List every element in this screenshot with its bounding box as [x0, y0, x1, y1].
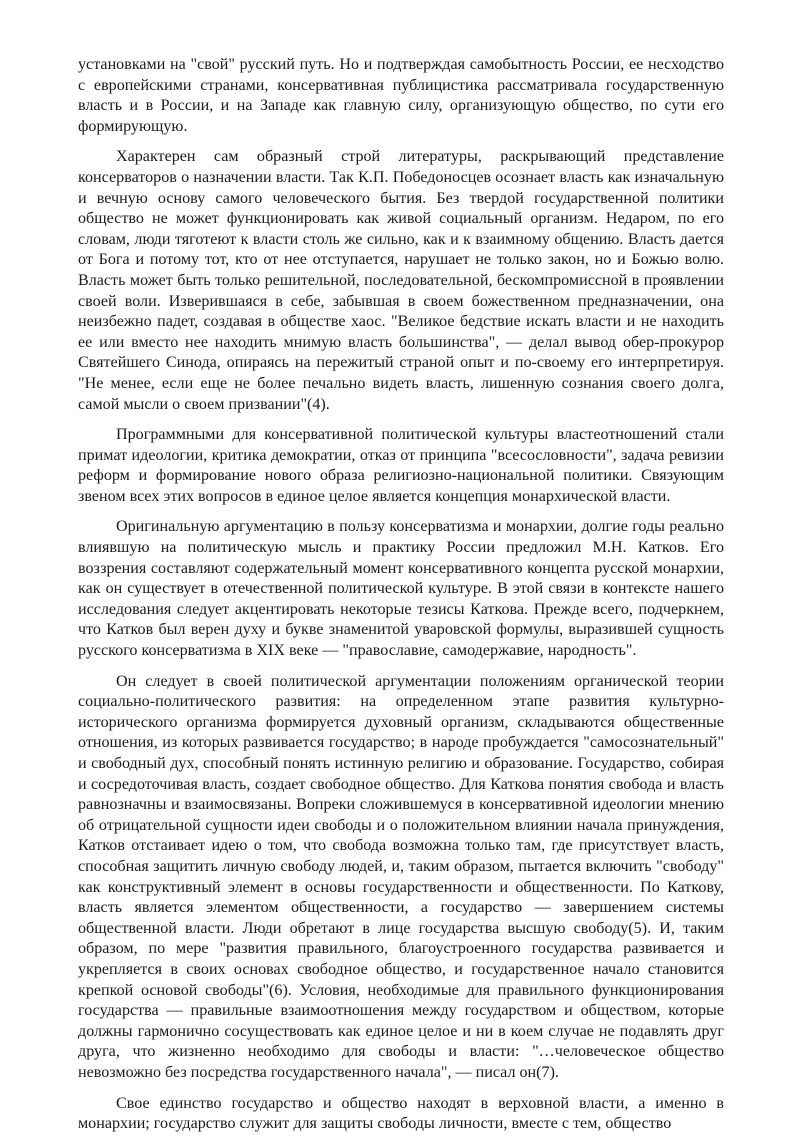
paragraph-monarchy-unity: Свое единство государство и общество находят в верховной власти, а именно в монархии; государство служит для защиты свободы личности, вместе с тем, общество — [78, 1094, 724, 1133]
paragraph-pobedonostsev: Характерен сам образный строй литературы, раскрывающий представление консерваторов о назначении власти. Так К.П. Победоносцев осознает власть как изначальную и вечную основу самого человеческого бытия. Без твердой государственной политики общество не может функционировать как живой социальный организм. Недаром, по его словам, люди тяготеют к власти столь же сильно, как и к взаимному общению. Власть дается от Бога и потому тот, кто от нее отступается, нарушает не только закон, но и Божью волю. Власть может быть только решительной, последовательной, бескомпромиссной в проявлении своей воли. Изверившаяся в себе, забывшая в своем божественном предназначении, она неизбежно падет, создавая в обществе хаос. "Великое бедствие искать власти и не находить ее или вместо нее находить мнимую власть большинства", — делал вывод обер-прокурор Святейшего Синода, опираясь на пережитый страной опыт и по-своему его интерпретируя. "Не менее, если еще не более печально видеть власть, лишенную сознания своего долга, самой мысли о своем призвании"(4). — [78, 148, 724, 413]
paragraph-katkov-intro: Оригинальную аргументацию в пользу консерватизма и монархии, долгие годы реально влиявшую на политическую мысль и практику России предложил М.Н. Катков. Его воззрения составляют содержательный момент консервативного концепта русской монархии, как он существует в отечественной политической культуре. В этой связи в контексте нашего исследования следует акцентировать некоторые тезисы Каткова. Прежде всего, подчеркнем, что Катков был верен духу и букве знаменитой уваровской формулы, выразившей сущность русского консерватизма в XIX веке — "православие, самодержавие, народность". — [78, 518, 724, 660]
paragraph-program: Программными для консервативной политической культуры властеотношений стали примат идеологии, критика демократии, отказ от принципа "всесословности", задача ревизии реформ и формирование нового образа религиозно-национальной политики. Связующим звеном всех этих вопросов в единое целое является концепция монархической власти. — [78, 426, 724, 505]
paragraph-continuation: установками на "свой" русский путь. Но и подтверждая самобытность России, ее несходство с европейскими странами, консервативная публицистика рассматривала государственную власть и в России, и на Западе как главную силу, организующую общество, по сути его формирующую. — [78, 56, 724, 135]
document-body — [78, 55, 724, 1145]
paragraph-organic-theory: Он следует в своей политической аргументации положениям органической теории социально-политического развития: на определенном этапе развития культурно-исторического организма формируется духовный организм, складываются общественные отношения, из которых развивается государство; в народе пробуждается "самосознательный" и свободный дух, способный понять истинную религию и образование. Государство, собирая и сосредоточивая власть, создает свободное общество. Для Каткова понятия свобода и власть равнозначны и взаимосвязаны. Вопреки сложившемуся в консервативной идеологии мнению об отрицательной сущности идеи свободы и о положительном влиянии начала принуждения, Катков отстаивает идею о том, что свобода возможна только там, где присутствует власть, способная защитить личную свободу людей, и, таким образом, пытается включить "свободу" как конструктивный элемент в основы государственности и общественности. По Каткову, власть является элементом общественности, а государство — завершением системы общественной власти. Люди обретают в лице государства высшую свободу(5). И, таким образом, по мере "развития правильного, благоустроенного государства развивается и укрепляется в своих основах свободное общество, и государственное начало становится крепкой основой свободы"(6). Условия, необходимые для правильного функционирования государства — правильные взаимоотношения между государством и обществом, которые должны гармонично сосуществовать как единое целое и ни в коем случае не подавлять друг друга, что жизненно необходимо для свободы и власти: "…человеческое общество невозможно без посредства государственного начала", — писал он(7). — [78, 672, 724, 1081]
